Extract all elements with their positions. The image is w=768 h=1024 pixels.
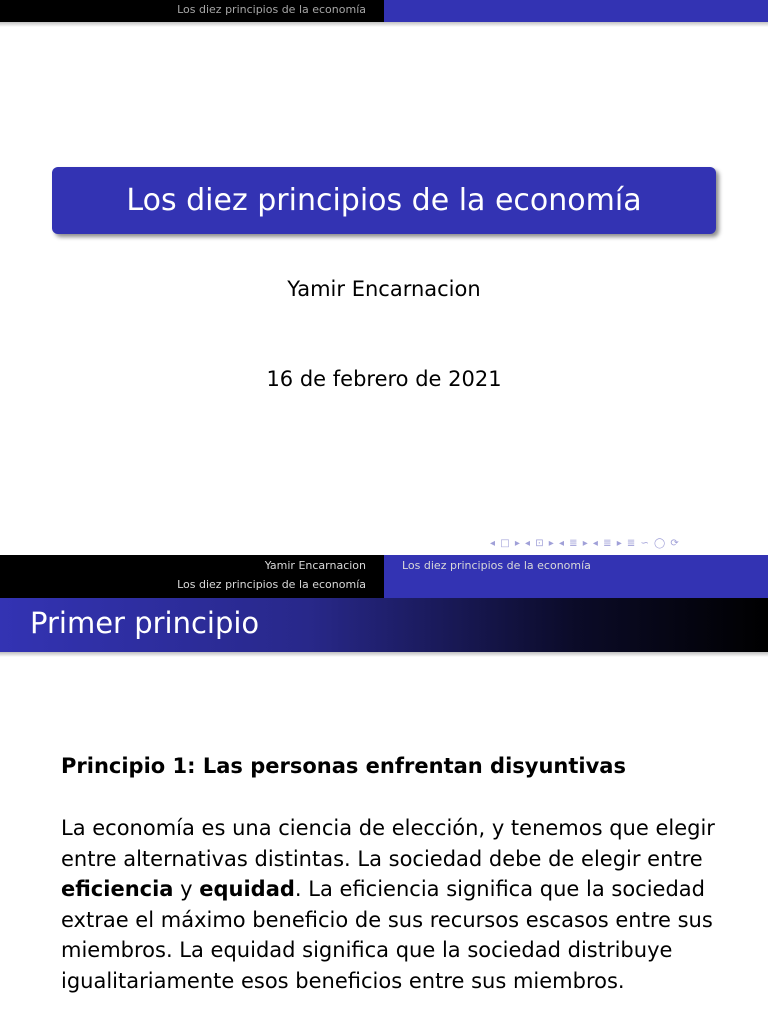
header-bar-left (0, 0, 384, 22)
navigation-symbols[interactable]: ◂ □ ▸ ◂ ⊡ ▸ ◂ ≣ ▸ ◂ ≣ ▸ ≣ ∽ ◯ ⟳ (490, 538, 680, 549)
block-title: Principio 1: Las personas enfrentan disyuntivas (61, 754, 626, 778)
header-bar-right (384, 0, 768, 22)
frame-title: Primer principio (30, 606, 260, 640)
paragraph-text: y (173, 877, 200, 901)
footer-title[interactable]: Los diez principios de la economía (402, 559, 591, 572)
author-name: Yamir Encarnacion (287, 277, 481, 301)
frame-title-bar (0, 598, 768, 652)
paragraph-text: . La eficiencia significa que la sociedad extrae el máximo beneficio de sus recursos escasos entre sus miembros. La equidad significa que la sociedad distribuye igualitariamente esos beneficios entre sus miembros. (61, 877, 713, 993)
title-block (52, 167, 716, 234)
footer-bar-right (384, 555, 768, 598)
bold-term-efficiency: eficiencia (61, 877, 174, 901)
footer-bar-left (0, 555, 384, 598)
presentation-title: Los diez principios de la economía (126, 183, 642, 218)
bold-term-equity: equidad (199, 877, 295, 901)
footer-author[interactable]: Yamir Encarnacion (264, 559, 366, 572)
presentation-date: 16 de febrero de 2021 (266, 367, 502, 391)
paragraph-text: La economía es una ciencia de elección, y tenemos que elegir entre alternativas distintas. La sociedad debe de elegir entre (61, 816, 715, 871)
header-short-title[interactable]: Los diez principios de la economía (177, 3, 366, 16)
body-paragraph (61, 813, 721, 996)
footer-short-title[interactable]: Los diez principios de la economía (177, 578, 366, 591)
header-shadow (0, 22, 768, 27)
frame-title-shadow (0, 652, 768, 657)
